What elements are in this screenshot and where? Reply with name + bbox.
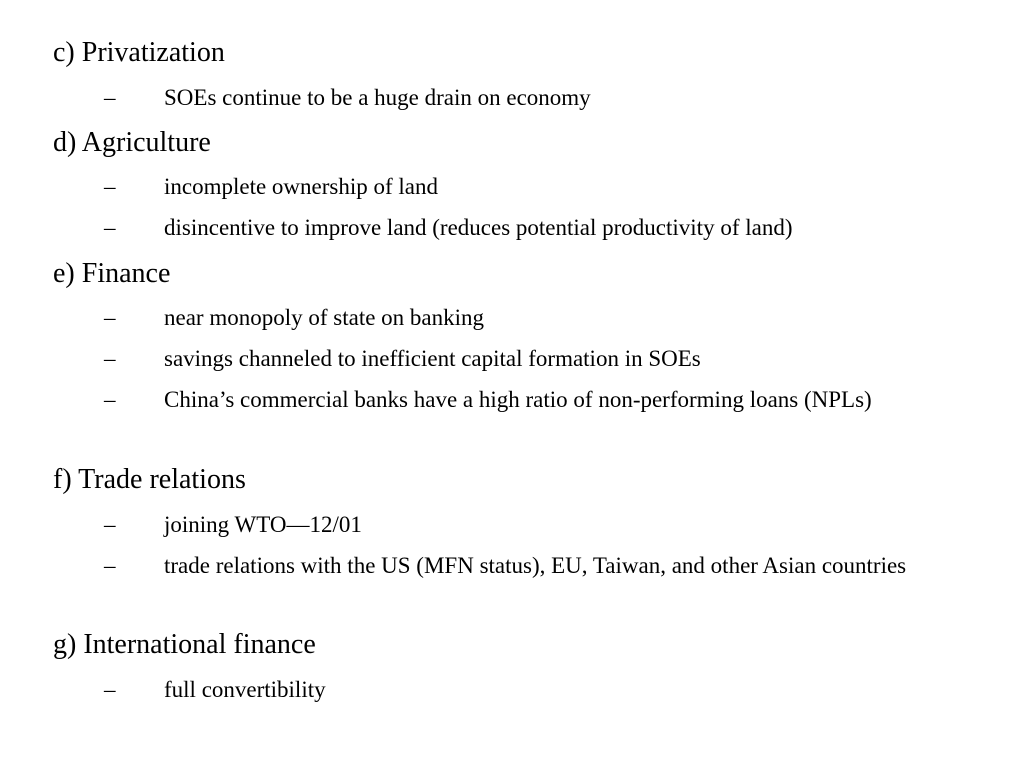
bullet-dash: – xyxy=(104,174,116,199)
section-heading-privatization: c) Privatization xyxy=(53,37,225,68)
bullet-dash: – xyxy=(104,85,116,110)
bullet-dash: – xyxy=(104,215,116,240)
bullet-dash: – xyxy=(104,346,116,371)
bullet-text: trade relations with the US (MFN status), EU, Taiwan, and other Asian countries xyxy=(164,553,907,578)
section-heading-trade-relations: f) Trade relations xyxy=(53,464,246,495)
bullet-text: savings channeled to inefficient capital formation in SOEs xyxy=(164,346,701,371)
bullet-text: full convertibility xyxy=(164,677,326,702)
bullet-text: SOEs continue to be a huge drain on economy xyxy=(164,85,591,110)
section-heading-agriculture: d) Agriculture xyxy=(53,127,211,158)
bullet-text: incomplete ownership of land xyxy=(164,174,439,199)
bullet-dash: – xyxy=(104,512,116,537)
bullet-text: near monopoly of state on banking xyxy=(164,305,485,330)
bullet-dash: – xyxy=(104,305,116,330)
bullet-dash: – xyxy=(104,387,116,412)
bullet-dash: – xyxy=(104,553,116,578)
section-heading-international-finance: g) International finance xyxy=(53,629,316,660)
bullet-text: disincentive to improve land (reduces potential productivity of land) xyxy=(164,215,793,240)
bullet-dash: – xyxy=(104,677,116,702)
bullet-text: China’s commercial banks have a high ratio of non-performing loans (NPLs) xyxy=(164,387,872,412)
section-heading-finance: e) Finance xyxy=(53,258,171,289)
bullet-text: joining WTO—12/01 xyxy=(164,512,362,537)
